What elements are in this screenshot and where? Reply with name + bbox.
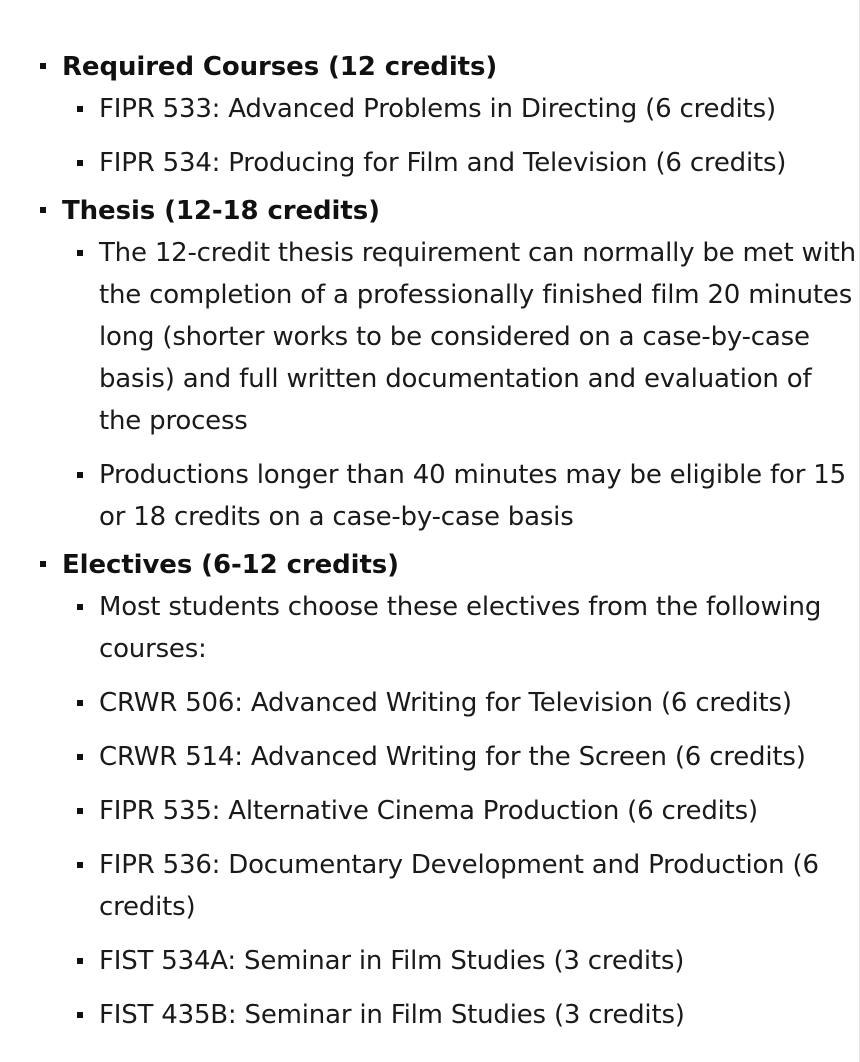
list-item	[62, 940, 859, 982]
square-bullet-icon	[77, 250, 83, 256]
square-bullet-icon	[77, 604, 83, 610]
electives-list	[62, 586, 860, 1036]
square-bullet-icon	[77, 160, 83, 166]
square-bullet-icon	[77, 754, 83, 760]
list-item	[62, 88, 859, 130]
list-item-text: FIST 435B: Seminar in Film Studies (3 credits)	[99, 1000, 685, 1030]
required-courses-list	[62, 88, 860, 184]
section-title: Required Courses (12 credits)	[62, 52, 498, 82]
square-bullet-icon	[40, 63, 46, 69]
list-item	[62, 454, 859, 538]
list-item-text: FIPR 534: Producing for Film and Television (6 credits)	[99, 148, 787, 178]
list-item-text: FIPR 533: Advanced Problems in Directing (6 credits)	[99, 94, 776, 124]
list-item-text: FIPR 536: Documentary Development and Production (6 credits)	[99, 850, 819, 922]
square-bullet-icon	[77, 700, 83, 706]
list-item-text: CRWR 506: Advanced Writing for Television (6 credits)	[99, 688, 792, 718]
list-item	[62, 142, 859, 184]
section-title: Electives (6-12 credits)	[62, 550, 399, 580]
list-item	[62, 790, 859, 832]
section-title: Thesis (12-18 credits)	[62, 196, 380, 226]
list-item-text: The 12-credit thesis requirement can normally be met with the completion of a professionally finished film 20 minutes long (shorter works to be considered on a case-by-case basis) and full written documentation and evaluation of the process	[99, 238, 856, 436]
list-item-text: CRWR 514: Advanced Writing for the Screen (6 credits)	[99, 742, 806, 772]
square-bullet-icon	[77, 808, 83, 814]
section-required-courses	[0, 46, 860, 184]
square-bullet-icon	[77, 958, 83, 964]
list-item	[62, 682, 859, 724]
list-item-text: FIPR 535: Alternative Cinema Production (6 credits)	[99, 796, 758, 826]
list-item-text: Most students choose these electives from the following courses:	[99, 592, 822, 664]
square-bullet-icon	[77, 1012, 83, 1018]
thesis-list	[62, 232, 860, 538]
square-bullet-icon	[40, 207, 46, 213]
section-electives	[0, 544, 860, 1036]
list-item	[62, 994, 859, 1036]
list-item-text: Productions longer than 40 minutes may be eligible for 15 or 18 credits on a case-by-case basis	[99, 460, 846, 532]
square-bullet-icon	[77, 106, 83, 112]
square-bullet-icon	[40, 561, 46, 567]
list-item	[62, 736, 859, 778]
list-item	[62, 232, 859, 442]
list-item	[62, 586, 859, 670]
section-thesis	[0, 190, 860, 538]
list-item	[62, 844, 859, 928]
square-bullet-icon	[77, 862, 83, 868]
list-item-text: FIST 534A: Seminar in Film Studies (3 credits)	[99, 946, 685, 976]
square-bullet-icon	[77, 472, 83, 478]
program-requirements-list	[0, 46, 860, 1042]
